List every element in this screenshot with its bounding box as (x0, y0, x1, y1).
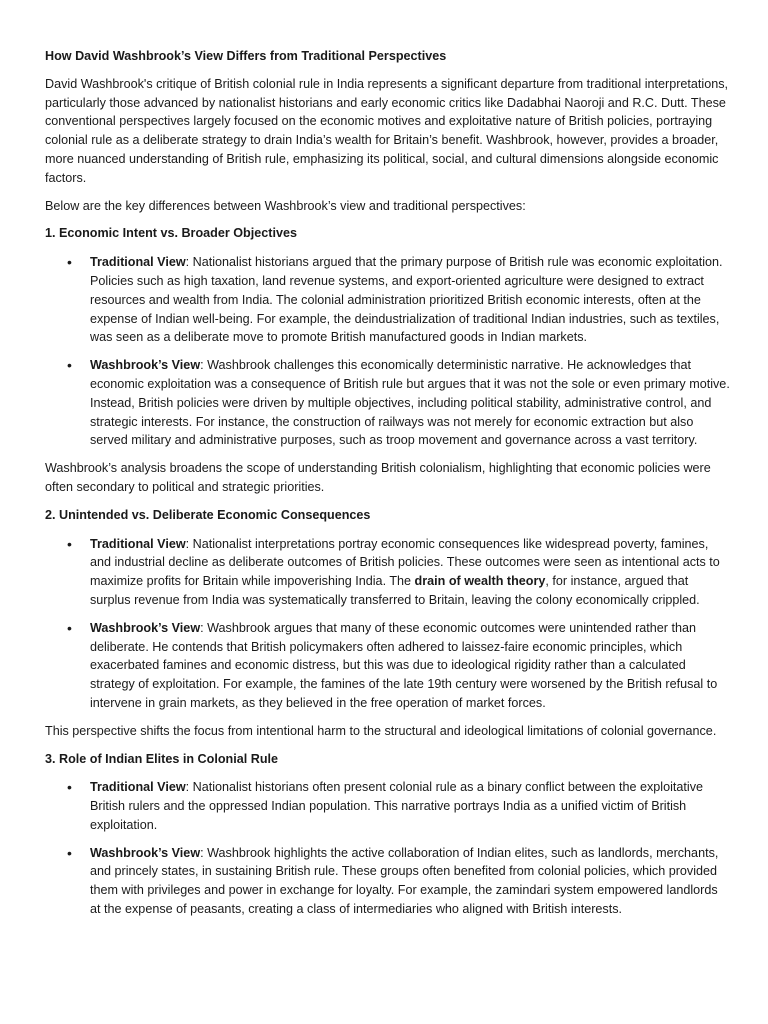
washbrook-view-text: : Washbrook challenges this economically deterministic narrative. He acknowledges that economic exploitation was a consequence of British rule but argues that it was not the sole or even primary motive. Instead, British policies were driven by multiple objectives, including political stability, administrative control, and strategic interests. For instance, the construction of railways was not merely for economic extraction but also served military and administrative purposes, such as troop movement and governance across a vast territory. (90, 358, 730, 448)
section-1-heading: 1. Economic Intent vs. Broader Objectives (45, 226, 297, 241)
section-2-summary: This perspective shifts the focus from intentional harm to the structural and ideological limitations of colonial governance. (45, 723, 717, 738)
section-1-summary: Washbrook’s analysis broadens the scope of understanding British colonialism, highlighting that economic policies were often secondary to political and strategic priorities. (45, 461, 711, 494)
list-item (45, 844, 730, 919)
document-title: How David Washbrook’s View Differs from Traditional Perspectives (45, 49, 447, 63)
lead-paragraph: Below are the key differences between Washbrook’s view and traditional perspectives: (45, 198, 526, 213)
bullet-icon: • (67, 844, 72, 861)
washbrook-view-text: : Washbrook argues that many of these economic outcomes were unintended rather than deliberate. He contends that British policymakers often adhered to laissez-faire economic principles, which exacerbated famines and economic distress, but this was due to ideological rigidity rather than a calculated strategy of exploitation. For example, the famines of the late 19th century were worsened by the British refusal to intervene in grain markets, as they believed in the free operation of market forces. (90, 620, 718, 710)
list-item (45, 619, 730, 713)
traditional-view-text: : Nationalist historians argued that the primary purpose of British rule was economic exploitation. Policies such as high taxation, land revenue systems, and export-oriented agriculture were designed to extract resources and wealth from India. The colonial administration prioritized British economic interests, often at the expense of Indian well-being. For example, the deindustrialization of traditional Indian industries, such as textiles, was seen as a deliberate move to promote British manufactured goods in Indian markets. (90, 255, 723, 345)
intro-paragraph: David Washbrook's critique of British colonial rule in India represents a significant departure from traditional interpretations, particularly those advanced by nationalist historians and early economic critics like Dadabhai Naoroji and R.C. Dutt. These conventional perspectives largely focused on the economic motives and exploitative nature of British policies, portraying colonial rule as a deliberate strategy to drain India’s wealth for Britain’s benefit. Washbrook, however, provides a broader, more nuanced understanding of British rule, emphasizing its political, social, and cultural dimensions alongside economic factors. (45, 76, 729, 185)
traditional-view-label: Traditional View (90, 255, 186, 270)
bullet-icon: • (67, 619, 72, 636)
drain-of-wealth-term: drain of wealth theory (414, 574, 546, 589)
section-3-heading: 3. Role of Indian Elites in Colonial Rule (45, 751, 279, 766)
traditional-view-label: Traditional View (90, 536, 186, 551)
section-3-list (45, 778, 730, 919)
bullet-icon: • (67, 357, 72, 374)
traditional-view-text-continued: , for instance, argued that surplus revenue from India was systematically transferred to Britain, leaving the colony economically crippled. (90, 574, 700, 607)
bullet-icon: • (67, 535, 72, 552)
washbrook-view-text: : Washbrook highlights the active collaboration of Indian elites, such as landlords, merchants, and princely states, in sustaining British rule. These groups often benefited from colonial policies, which provided them with privileges and power in exchange for loyalty. For example, the zamindari system empowered landlords at the expense of peasants, creating a class of intermediaries who aligned with British interests. (90, 845, 719, 917)
section-2-heading: 2. Unintended vs. Deliberate Economic Consequences (45, 507, 371, 522)
traditional-view-label: Traditional View (90, 780, 186, 795)
list-item (45, 535, 730, 610)
bullet-icon: • (67, 254, 72, 271)
traditional-view-text: : Nationalist interpretations portray economic consequences like widespread poverty, famines, and industrial decline as deliberate outcomes of British policies. These outcomes were seen as intentional acts to maximize profits for Britain while impoverishing India. The (90, 536, 720, 589)
section-2-list (45, 535, 730, 713)
bullet-icon: • (67, 779, 72, 796)
document-content (45, 47, 730, 928)
washbrook-view-label: Washbrook’s View (90, 845, 201, 860)
list-item (45, 253, 730, 347)
washbrook-view-label: Washbrook’s View (90, 358, 201, 373)
traditional-view-text: : Nationalist historians often present colonial rule as a binary conflict between the exploitative British rulers and the oppressed Indian population. This narrative portrays India as a unified victim of British exploitation. (90, 780, 703, 832)
section-1-list (45, 253, 730, 450)
washbrook-view-label: Washbrook’s View (90, 620, 201, 635)
list-item (45, 356, 730, 450)
list-item (45, 778, 730, 834)
